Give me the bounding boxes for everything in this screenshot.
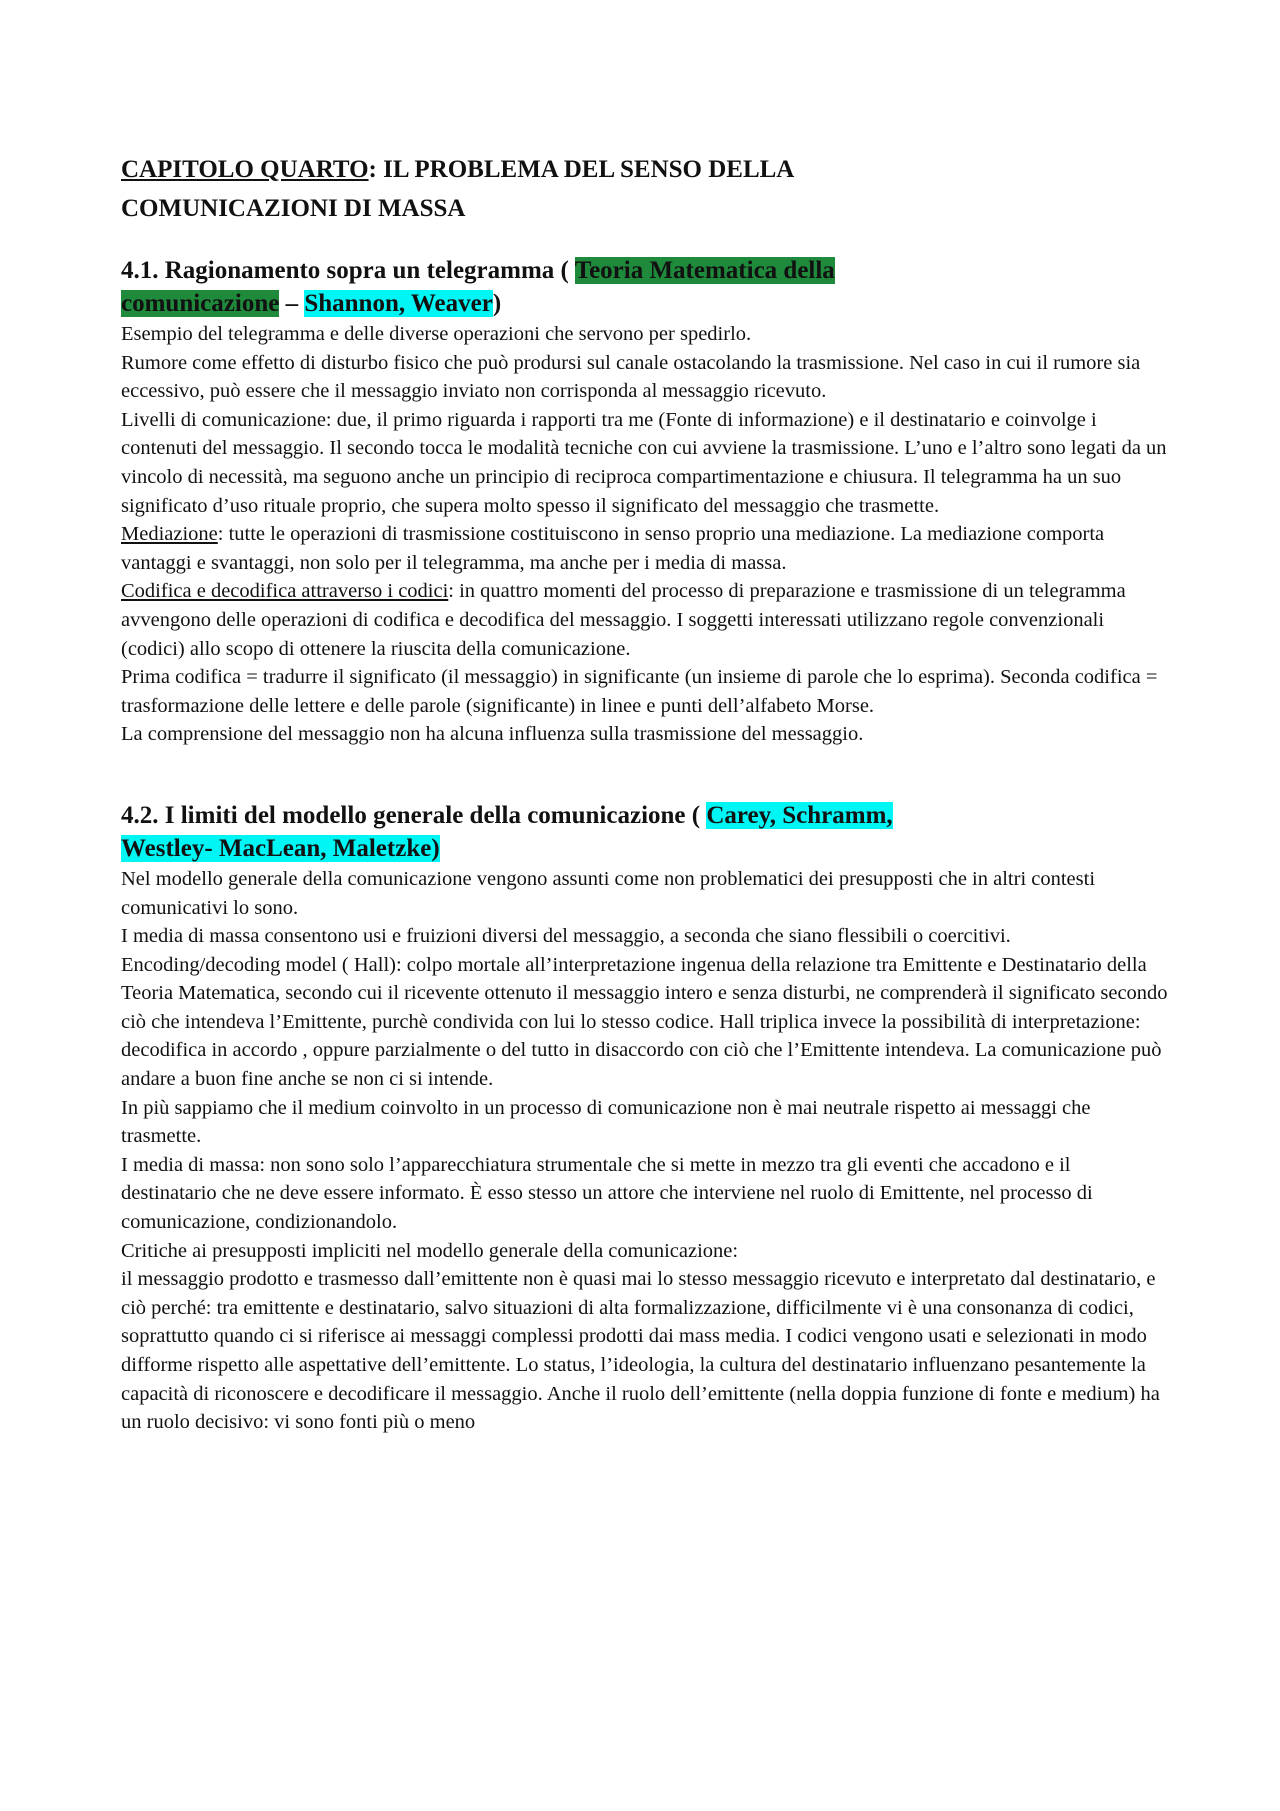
highlight-authors: Shannon, Weaver — [304, 290, 493, 317]
heading-close: ) — [492, 290, 502, 317]
paragraph: Critiche ai presupposti impliciti nel modello generale della comunicazione: — [121, 1239, 739, 1262]
heading-dash: – — [279, 290, 305, 317]
paragraph: Nel modello generale della comunicazione vengono assunti come non problematici dei presupposti che in altri contesti comunicativi lo sono. — [121, 867, 1096, 919]
mediazione-text: : tutte le operazioni di trasmissione costituiscono in senso proprio una mediazione. La mediazione comporta vantaggi e svantaggi, non solo per il telegramma, ma anche per i media di massa. — [121, 523, 1105, 574]
highlight-theory-cont: comunicazione — [121, 290, 280, 317]
term-codifica: Codifica e decodifica attraverso i codici — [121, 580, 449, 603]
paragraph: Rumore come effetto di disturbo fisico che può prodursi sul canale ostacolando la trasmissione. Nel caso in cui il rumore sia eccessivo, può essere che il messaggio inviato non corrisponda al messaggio ricevuto. — [121, 351, 1141, 403]
section-heading-text: 4.1. Ragionamento sopra un telegramma ( — [121, 257, 575, 284]
highlight-authors: Carey, Schramm, — [706, 801, 893, 829]
highlight-authors-cont: Westley- MacLean, Maletzke) — [121, 834, 440, 862]
section-4-1-body — [121, 320, 1171, 749]
section-heading-text: 4.2. I limiti del modello generale della comunicazione ( — [121, 801, 707, 829]
chapter-label: CAPITOLO QUARTO — [121, 156, 369, 183]
chapter-title-rest: : IL PROBLEMA DEL SENSO DELLA — [368, 156, 795, 183]
paragraph-mediazione — [121, 520, 1171, 577]
document-page — [121, 150, 1171, 1437]
section-4-2-heading — [121, 799, 1171, 865]
paragraph: Livelli di comunicazione: due, il primo riguarda i rapporti tra me (Fonte di informazione) e il destinatario e coinvolge i contenuti del messaggio. Il secondo tocca le modalità tecniche con cui avviene la trasmissione. L’uno e l’altro sono legati da un vincolo di necessità, ma seguono anche un principio di reciproca compartimentazione e chiusura. Il telegramma ha un suo significato d’uso rituale proprio, che supera molto spesso il significato del messaggio che trasmette. — [121, 408, 1167, 517]
paragraph: I media di massa consentono usi e fruizioni diversi del messaggio, a seconda che siano flessibili o coercitivi. — [121, 925, 1011, 948]
codifica-text: : in quattro momenti del processo di preparazione e trasmissione di un telegramma avvengono delle operazioni di codifica e decodifica del messaggio. I soggetti interessati utilizzano regole convenzionali (codici) allo scopo di ottenere la riuscita della comunicazione. — [121, 580, 1126, 660]
paragraph: La comprensione del messaggio non ha alcuna influenza sulla trasmissione del messaggio. — [121, 723, 864, 746]
chapter-title-line2: COMUNICAZIONI DI MASSA — [121, 195, 466, 222]
paragraph: il messaggio prodotto e trasmesso dall’emittente non è quasi mai lo stesso messaggio ricevuto e interpretato dal destinatario, e ciò perché: tra emittente e destinatario, salvo situazioni di alta formalizzazione, difficilmente vi è una consonanza di codici, soprattutto quando ci si riferisce ai messaggi complessi prodotti dai mass media. I codici vengono usati e selezionati in modo difforme rispetto alle aspettative dell’emittente. Lo status, l’ideologia, la cultura del destinatario influenzano pesantemente la capacità di riconoscere e decodificare il messaggio. Anche il ruolo dell’emittente (nella doppia funzione di fonte e medium) ha un ruolo decisivo: vi sono fonti più o meno — [121, 1268, 1160, 1434]
section-4-1-heading — [121, 254, 1171, 320]
paragraph: In più sappiamo che il medium coinvolto in un processo di comunicazione non è mai neutrale rispetto ai messaggi che trasmette. — [121, 1096, 1091, 1148]
paragraph-codifica — [121, 577, 1171, 663]
paragraph: Esempio del telegramma e delle diverse operazioni che servono per spedirlo. — [121, 323, 752, 345]
section-4-2-body — [121, 865, 1171, 1437]
highlight-theory: Teoria Matematica della — [574, 257, 835, 284]
paragraph: I media di massa: non sono solo l’apparecchiatura strumentale che si mette in mezzo tra gli eventi che accadono e il destinatario che ne deve essere informato. È esso stesso un attore che interviene nel ruolo di Emittente, nel processo di comunicazione, condizionandolo. — [121, 1153, 1093, 1234]
paragraph: Prima codifica = tradurre il significato (il messaggio) in significante (un insieme di parole che lo esprima). Seconda codifica = trasformazione delle lettere e delle parole (significante) in linee e punti dell’alfabeto Morse. — [121, 666, 1158, 717]
chapter-title — [121, 150, 1171, 228]
paragraph: Encoding/decoding model ( Hall): colpo mortale all’interpretazione ingenua della relazione tra Emittente e Destinatario della Teoria Matematica, secondo cui il ricevente ottenuto il messaggio intero e senza disturbi, ne comprenderà il significato secondo ciò che intendeva l’Emittente, purchè condivida con lui lo stesso codice. Hall triplica invece la possibilità di interpretazione: decodifica in accordo , oppure parzialmente o del tutto in disaccordo con ciò che l’Emittente intendeva. La comunicazione può andare a buon fine anche se non ci si intende. — [121, 953, 1168, 1091]
term-mediazione: Mediazione — [121, 523, 218, 546]
